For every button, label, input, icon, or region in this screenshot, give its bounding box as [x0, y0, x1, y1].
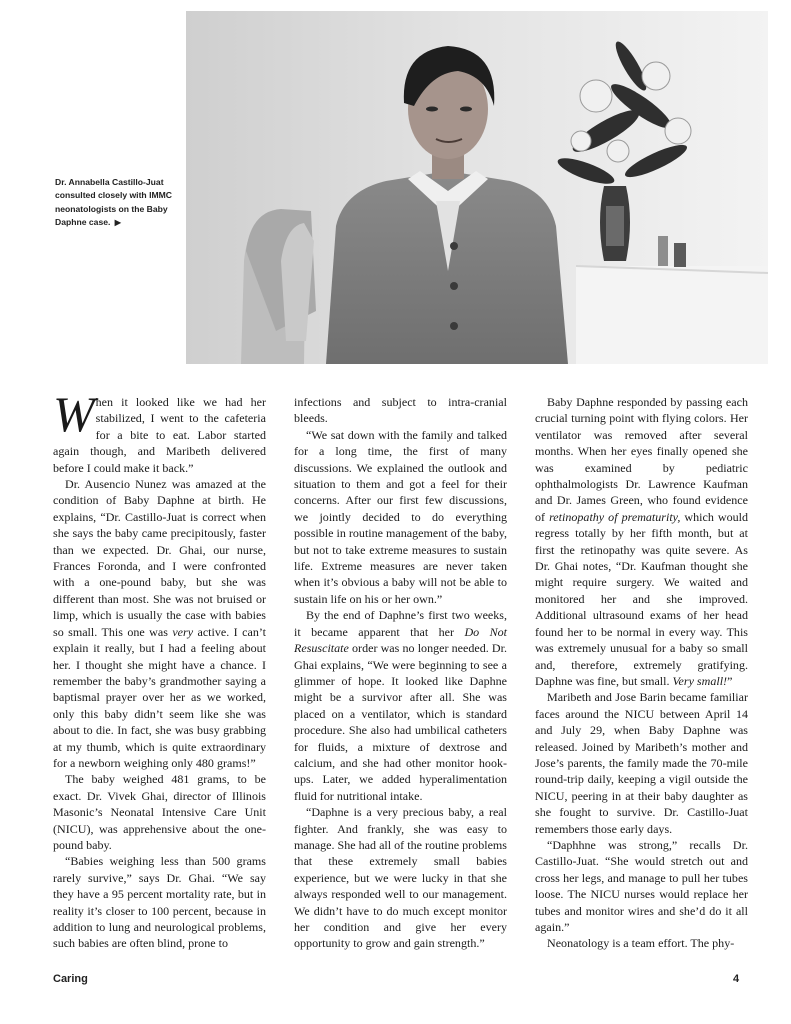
emphasis: very [172, 624, 194, 639]
paragraph-text: ” [727, 673, 733, 688]
paragraph: “Daphhne was strong,” recalls Dr. Castillo-Juat. “She would stretch out and cross her legs, and manage to pull her tubes loose. The NICU nurses would replace her tubes and monitor wires and she’d do it all again.” [535, 837, 748, 934]
paragraph-text: order was no longer needed. Dr. Ghai explains, “We were beginning to see a glimmer of hope. It looked like Daphne might be a survivor after all. She was placed on a ventilator, which is standard procedure. She also had umbilical catheters for fluids, a mixture of dextrose and calcium, and she had other monitor hook-ups. Later, we added hyperalimentation fluid for nutritional intake. [294, 641, 507, 803]
paragraph-text: active. I can’t explain it really, but I had a feeling about her. I thought she might have a chance. I remember the baby’s grandmother saying a baptismal prayer over her as we worked, only this baby didn’t seem like she was about to die. In fact, she was busy grabbing at my thumb, which is quite extraordinary for a newborn weighing only 480 grams!” [53, 624, 266, 770]
paragraph: Neonatology is a team effort. The phy- [547, 936, 735, 951]
caption-text: Dr. Annabella Castillo-Juat consulted closely with IMMC neonatologists on the Baby Daphne case. [55, 177, 172, 228]
article-column-3 [535, 394, 748, 959]
photo-caption [55, 176, 173, 230]
article-column-2 [294, 394, 507, 959]
paragraph-text: hen it looked like we had her stabilized, I went to the cafeteria for a bite to eat. Labor started again though, and Maribeth delivered before I could make it back.” [53, 395, 266, 475]
paragraph-text: Baby Daphne responded by passing each crucial turning point with flying colors. Her ventilator was removed after several months. When her eyes finally opened she was examined by pediatric ophthalmologists Dr. Lawrence Kaufman and Dr. James Green, who found evidence of [535, 395, 748, 524]
paragraph: “Babies weighing less than 500 grams rarely survive,” says Dr. Ghai. “We say they have a 95 percent mortality rate, but in reality it’s closer to 100 percent, because in addition to lung and neurological problems, such babies are often blind, prone to [53, 854, 266, 951]
paragraph [53, 386, 266, 476]
paragraph-text: By the end of Daphne’s first two weeks, it became apparent that her [294, 608, 507, 639]
paragraph: The baby weighed 481 grams, to be exact. Dr. Vivek Ghai, director of Illinois Masonic’s Neonatal Intensive Care Unit (NICU), was apprehensive about the one-pound baby. [53, 772, 266, 852]
paragraph: infections and subject to intra-cranial bleeds. [294, 395, 507, 426]
paragraph [53, 476, 266, 771]
caption-arrow-icon: ▶ [114, 218, 121, 228]
paragraph [535, 394, 748, 689]
paragraph: “Daphne is a very precious baby, a real fighter. And frankly, she was easy to manage. She had all of the routine problems that these extremely small babies experience, but we were lucky in that she always responded well to our management. We didn’t have to do much except monitor her condition and give her every opportunity to grow and gain strength.” [294, 805, 507, 951]
emphasis: retinopathy of prematurity, [549, 509, 681, 524]
emphasis: Very small! [672, 673, 728, 688]
paragraph: “We sat down with the family and talked for a long time, the first of many discussions. We explained the outlook and situation to them and got a feel for their concerns. After our first few discussions, we jointly decided to do everything possible in routine management of the baby, but not to take extreme measures to sustain life. Extreme measures are never taken when it’s obvious a baby will not be able to sustain life on his or her own.” [294, 427, 507, 606]
portrait-photo [186, 11, 768, 364]
paragraph [294, 607, 507, 804]
publication-name: Caring [53, 973, 88, 985]
paragraph: Maribeth and Jose Barin became familiar faces around the NICU between April 14 and July 29, when Baby Daphne was released. Joined by Maribeth’s mother and Jose’s parents, the family made the 70-mile round-trip daily, keeping a vigil outside the NICU, peering in at their baby daughter as she fought to survive. Dr. Castillo-Juat remembers those early days. [535, 690, 748, 836]
paragraph-text: which would regress totally by her fifth month, but at first the retinopathy was quite severe. As Dr. Ghai notes, “Dr. Kaufman thought she might require surgery. We waited and monitored her and she improved. Additional ultrasound exams of her head found her to be normal in every way. This was extremely unusual for a baby so small and, therefore, extremely gratifying. Daphne was fine, but small. [535, 509, 748, 688]
drop-cap: W [53, 386, 95, 442]
article-column-1 [53, 386, 266, 959]
emphasis: Do Not Resuscitate [294, 624, 507, 656]
page-number: 4 [733, 973, 740, 985]
paragraph-text: Dr. Ausencio Nunez was amazed at the condition of Baby Daphne at birth. He explains, “Dr. Castillo-Juat is correct when she says the baby came precipitously, faster than we expected. Dr. Ghai, our nurse, Frances Foronda, and I were confronted with a one-pound baby, but she was different than most. She was not bruised or limp, which is usually the case with babies so small. This one was [53, 477, 266, 639]
article-body [53, 386, 748, 959]
portrait-illustration [186, 11, 768, 364]
